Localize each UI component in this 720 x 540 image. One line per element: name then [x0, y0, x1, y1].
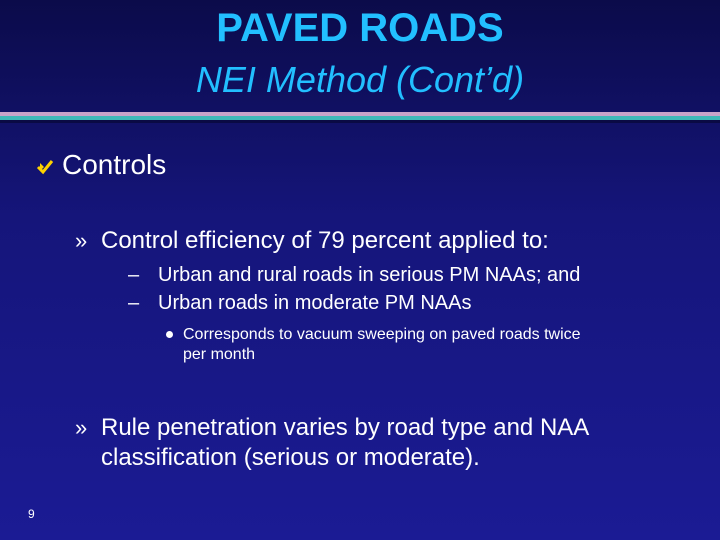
- filled-circle-bullet-icon: [166, 331, 173, 338]
- point-marker: »: [75, 415, 88, 440]
- dash-marker: –: [128, 264, 140, 286]
- sub-item-moderate: [128, 291, 471, 316]
- dash-marker: –: [128, 292, 140, 314]
- point-line-1: Rule penetration varies by road type and NAA: [101, 414, 590, 441]
- divider-band-dark: [0, 120, 720, 123]
- sub-item-serious: [128, 263, 580, 288]
- slide-subtitle: NEI Method (Cont’d): [195, 59, 525, 100]
- sub-item-text: Urban and rural roads in serious PM NAAs; and: [158, 264, 581, 286]
- slide-title: PAVED ROADS: [216, 6, 504, 50]
- heading-label: Controls: [62, 149, 167, 180]
- title-divider: [0, 112, 720, 124]
- point-marker: »: [75, 228, 88, 253]
- title-area: [0, 0, 720, 112]
- page-number: 9: [28, 507, 35, 521]
- detail-line-2: per month: [183, 346, 256, 363]
- heading-controls: [36, 148, 166, 184]
- checkmark-diamond-bullet-icon: [36, 150, 62, 184]
- point-text: [101, 413, 711, 473]
- sub-item-text: Urban roads in moderate PM NAAs: [158, 292, 472, 314]
- point-line-2: classification (serious or moderate).: [101, 444, 480, 471]
- detail-line-1: Corresponds to vacuum sweeping on paved roads twice: [183, 326, 581, 343]
- point-text: Control efficiency of 79 percent applied to:: [101, 227, 549, 254]
- detail-text: [183, 325, 703, 365]
